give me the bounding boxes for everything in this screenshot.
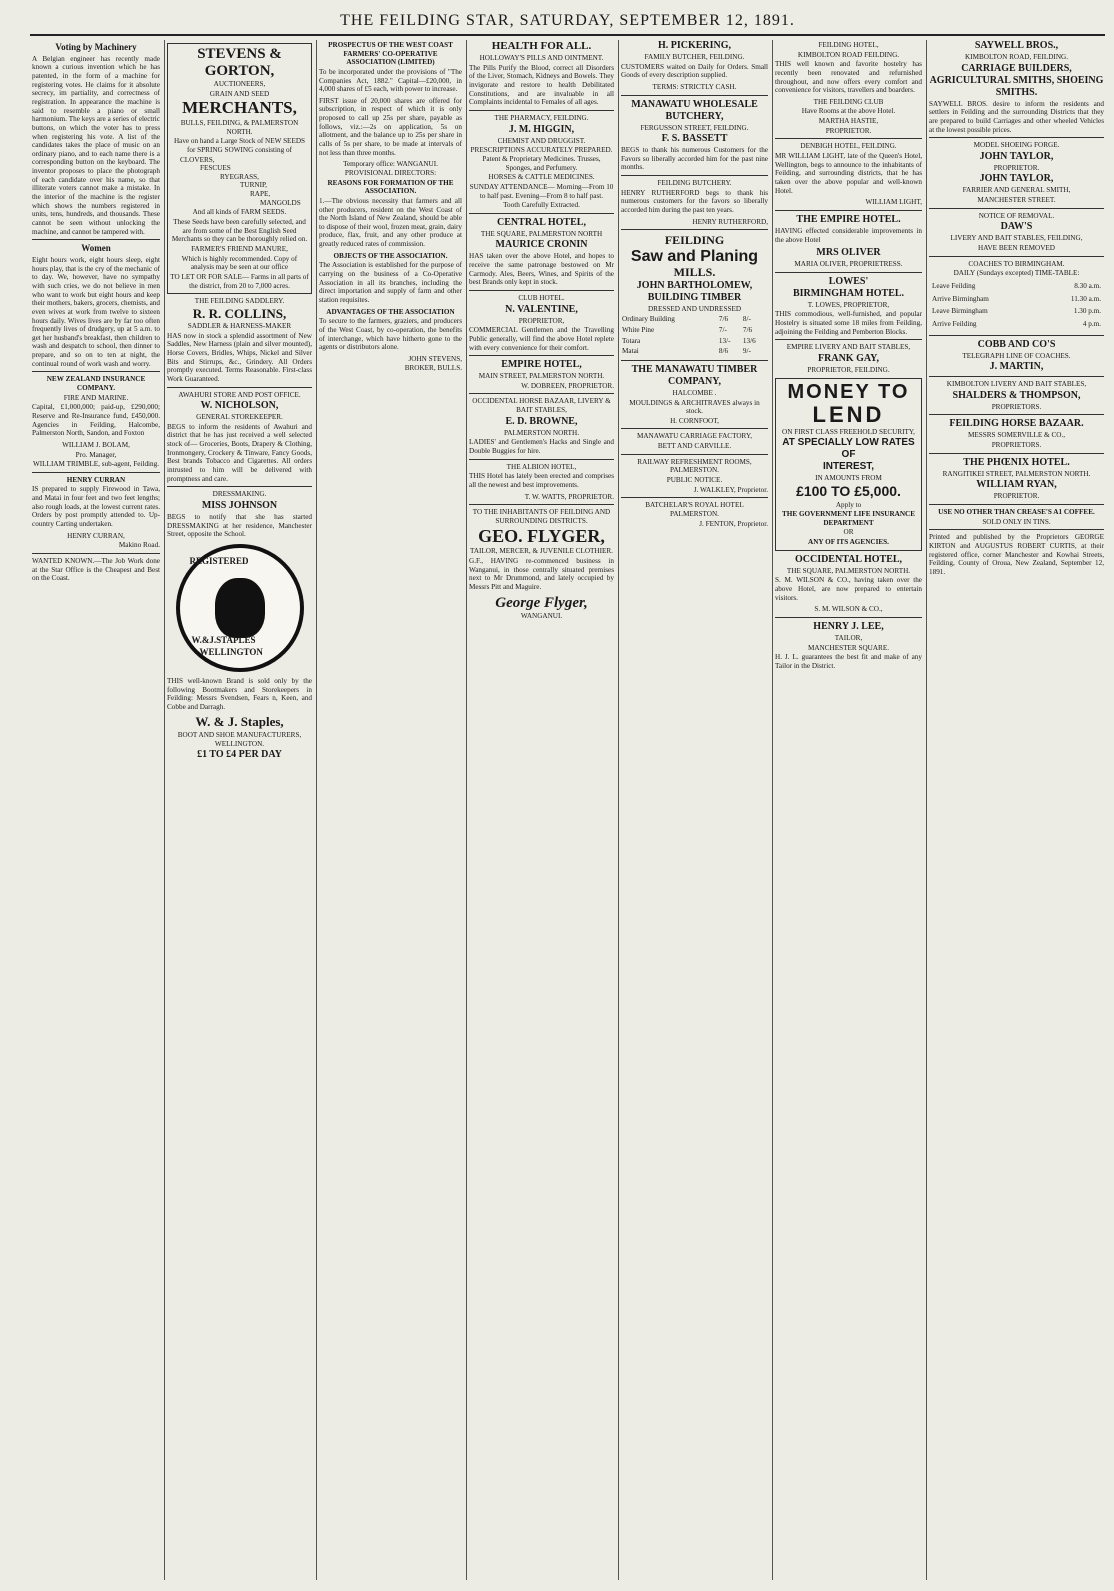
phoenix-title: THE PHŒNIX HOTEL. — [963, 456, 1070, 468]
column-7 — [926, 40, 1106, 1580]
insurance-agent: WILLIAM J. BOLAM, — [62, 440, 130, 449]
curran-name: HENRY CURRAN, — [67, 531, 125, 540]
saywell-address: KIMBOLTON ROAD, FEILDING. — [964, 53, 1069, 61]
feilding-club-sub: Have Rooms at the above Hotel. — [801, 107, 896, 116]
column-3 — [316, 40, 464, 1580]
johnson-text: BEGS to notify that she has started DRESSMAKING at her residence, Manchester Street, opposite the School. — [167, 512, 312, 539]
stevens-gorton-title: STEVENS & GORTON, — [197, 46, 282, 79]
lee-text: H. J. L. guarantees the best fit and make of any Tailor in the District. — [775, 653, 922, 670]
column-5 — [618, 40, 770, 1580]
teeth-notice: Tooth Carefully Extracted. — [503, 201, 580, 210]
somerville-name: MESSRS SOMERVILLE & CO., — [967, 431, 1066, 440]
pickering-name: H. PICKERING, — [657, 40, 732, 51]
insurance-sub-agent: WILLIAM TRIMBLE, sub-agent, Feilding. — [32, 460, 160, 469]
money-to-lend-ad — [775, 378, 922, 551]
oliver-proprietress: MARIA OLIVER, PROPRIETRESS. — [794, 260, 903, 269]
bett-carville: BETT AND CARVILLE. — [657, 442, 732, 451]
saw-title: Saw and Planing — [630, 247, 759, 265]
rutherford-name: HENRY RUTHERFORD, — [692, 217, 768, 226]
column-4 — [466, 40, 616, 1580]
kimbolton-stables: KIMBOLTON LIVERY AND BAIT STABLES, — [946, 380, 1087, 389]
batchelar-hotel: BATCHELAR'S ROYAL HOTEL PALMERSTON. — [645, 501, 744, 518]
women-text: Eight hours work, eight hours sleep, eight hours play, that is the cry of the mechanic of to day. We, however, have no sympathy with such cries, we do not believe in men who want to work but eight hours and keep their mothers, bakers, grocers, chemists, and even wives at work from twelve to sixteen hours daily. Wives lives are by far too often frequently lives of drudgery, up at 5 a.m. to get her husband's breakfast, then children to wash and despatch to school, then dinner to prepare, and so on to ten at night, the continual round of work wash and worry. — [32, 256, 160, 368]
manawatu-butchery: MANAWATU WHOLESALE BUTCHERY, — [631, 98, 758, 122]
staples-name: W. & J. Staples, — [195, 714, 284, 730]
lowes-text: THIS commodious, well-furnished, and popular Hostelry is situated some 18 miles from Feilding, adjoining the Feilding and Pemberton Blocks. — [775, 310, 922, 336]
saywell-text: SAYWELL BROS. desire to inform the residents and settlers in Feilding and the surrounding Districts that they are prepared to build Carriages and other wheeled Vehicles at the lowest possible prices. — [929, 99, 1104, 134]
shalders-name: SHALDERS & THOMPSON, — [952, 389, 1081, 401]
prospectus-intro: To be incorporated under the provisions of "The Companies Act, 1882." Capital—£20,000, in 4,000 shares of £5 each, with power to increase. — [319, 67, 462, 94]
somerville-role: PROPRIETORS. — [991, 441, 1042, 450]
flyger-text: G.F., HAVING re-commenced business in Wanganui, in those centrally situated premises next to Mr Drummond, and lately occupied by Messrs Pitt and Maguire. — [469, 556, 614, 591]
occidental-address: THE SQUARE, PALMERSTON NORTH. — [786, 566, 911, 575]
valentine-role: PROPRIETOR, — [518, 316, 565, 325]
health-text: The Pills Purify the Blood, correct all Disorders of the Liver, Stomach, Kidneys and Bowels. They invigorate and restore to health Debilitated Constitutions, and are invaluable in all Complaints incidental to Females of all ages. — [469, 63, 614, 107]
reasons-title: REASONS FOR FORMATION OF THE ASSOCIATION. — [327, 178, 454, 196]
column-1 — [30, 40, 162, 1580]
johnson-name: MISS JOHNSON — [201, 499, 278, 511]
light-name: WILLIAM LIGHT, — [865, 198, 922, 207]
seed-item: RYEGRASS, — [220, 172, 259, 181]
insurance-text: Capital, £1,000,000; paid-up, £290,000; Reserve and Re-Insurance fund, £450,000. Agencies in Feilding, Halcombe, Palmerston North, Sandon, and Foxton — [32, 403, 160, 438]
amount-range: £100 TO £5,000. — [796, 483, 901, 500]
emblem-top-text: REGISTERED — [189, 555, 249, 566]
insurance-role: Pro. Manager, — [75, 450, 117, 459]
voting-text: A Belgian engineer has recently made known a curious invention which he has patented, in the form of a machine for registering votes. He claims for it absolute secrecy, im partiality, and correctness of registration. In appearance the machine is said to resemble a piano or small harmonium. The keys are a series of electric buttons, on which the voter has to press when registering his vote. A list of the candidates takes the place of music on an ordinary piano, and to each name there is a corresponding button on the keyboard. The inventor proposes to place the photograph of each candidate over his name, so that illiterate voters cannot make a mistake. In the interior of the machine is the register which shows the numbers registered in units, tens, hundreds, and thousands. These cannot be seen without unlocking the machine, and cannot be tampered with. — [32, 54, 160, 236]
lee-role: TAILOR, — [834, 633, 863, 642]
seed-item: FESCUES — [200, 164, 231, 173]
nicholson-name: W. NICHOLSON, — [200, 400, 279, 412]
oliver-name: MRS OLIVER — [816, 247, 881, 259]
building-timber: BUILDING TIMBER — [647, 291, 742, 303]
taylor2-name: JOHN TAYLOR, — [979, 173, 1054, 185]
masthead-title: THE FEILDING STAR, SATURDAY, SEPTEMBER 12, 1891. — [340, 12, 795, 29]
cobb-title: COBB AND CO'S — [977, 338, 1056, 350]
manchester-street: MANCHESTER STREET. — [977, 196, 1056, 205]
flyger-signature: George Flyger, — [495, 594, 588, 611]
daw-title: DAW'S — [1000, 221, 1033, 233]
valentine-text: COMMERCIAL Gentlemen and the Travelling Public generally, will find the above Hotel replete with every convenience for their comfort. — [469, 326, 614, 352]
manure-text: Which is highly recommended. Copy of analysis may be seen at our office — [181, 254, 298, 272]
coaches-title: COACHES TO BIRMINGHAM. — [968, 259, 1065, 268]
signature-role: BROKER, BULLS. — [404, 364, 462, 373]
carriage-builders: CARRIAGE BUILDERS, AGRICULTURAL SMITHS, SHOEING SMITHS. — [929, 62, 1104, 98]
lee-name: HENRY J. LEE, — [813, 620, 884, 632]
livery-title: EMPIRE LIVERY AND BAIT STABLES, — [786, 343, 911, 352]
denbigh-title: DENBIGH HOTEL, FEILDING. — [800, 142, 897, 151]
gay-role: PROPRIETOR, FEILDING. — [807, 366, 890, 375]
manure-title: FARMER'S FRIEND MANURE, — [191, 244, 288, 253]
seed-item: MANGOLDS — [260, 198, 301, 207]
dobreen-name: W. DOBREEN, PROPRIETOR. — [521, 381, 614, 390]
masthead — [30, 8, 1105, 36]
sunday-hours: SUNDAY ATTENDANCE— Morning—From 10 to half past. Evening—From 8 to half past. — [469, 182, 614, 200]
watts-name: T. W. WATTS, PROPRIETOR. — [524, 492, 614, 501]
wilson-text: S. M. WILSON & CO., having taken over the above Hotel, are now prepared to entertain visitors. — [775, 576, 922, 602]
feilding-hotel-address: KIMBOLTON ROAD FEILDING. — [797, 50, 900, 59]
insurance-sub: FIRE AND MARINE. — [63, 393, 129, 402]
terms: TERMS: STRICTLY CASH. — [652, 82, 737, 91]
taylor-name: JOHN TAYLOR, — [979, 150, 1054, 162]
per-day-title: £1 TO £4 PER DAY — [197, 749, 282, 761]
staples-role: BOOT AND SHOE MANUFACTURERS, WELLINGTON. — [177, 731, 302, 748]
table-row: Leave Birmingham 1.30 p.m. — [932, 307, 1101, 316]
club-hotel-title: CLUB HOTEL. — [518, 294, 565, 302]
staples-text: THIS well-known Brand is sold only by the following Bootmakers and Storekeepers in Feilding: Messrs Svendsen, Fears n, Keen, and Cobbe and Darragh. — [167, 676, 312, 711]
horse-medicines: HORSES & CATTLE MEDICINES. — [488, 173, 595, 182]
pharmacy-title: THE PHARMACY, FEILDING. — [494, 114, 589, 123]
voting-title: Voting by Machinery — [55, 42, 137, 52]
albion-title: THE ALBION HOTEL, — [506, 462, 577, 471]
timber-price-table — [621, 314, 768, 357]
daw-moved: HAVE BEEN REMOVED — [978, 244, 1055, 253]
manawatu-address: FERGUSSON STREET, FEILDING. — [640, 123, 749, 132]
amounts-from: IN AMOUNTS FROM — [815, 474, 882, 483]
collins-role: SADDLER & HARNESS-MAKER — [187, 322, 292, 331]
stevens-gorton-text: Have on hand a Large Stock of NEW SEEDS for SPRING SOWING consisting of — [173, 137, 306, 154]
advantages-title: ADVANTAGES OF THE ASSOCIATION — [326, 307, 455, 316]
farm-seeds: And all kinds of FARM SEEDS. — [192, 208, 287, 217]
walkley-name: J. WALKLEY, Proprietor. — [693, 485, 768, 494]
mouldings: MOULDINGS & ARCHITRAVES always in stock. — [629, 398, 760, 416]
hastie-role: PROPRIETOR. — [825, 126, 872, 135]
money-title: MONEY TO — [787, 380, 910, 403]
table-row: Matai 8/6 9/- — [622, 347, 751, 356]
occidental-title: OCCIDENTAL HOTEL, — [794, 553, 903, 565]
stevens-gorton-best: These Seeds have been carefully selected, and are from some of the Best English Seed Merchants so they can be thoroughly relied on. — [171, 218, 308, 244]
horse-bazaar-title: OCCIDENTAL HORSE BAZAAR, LIVERY & BAIT STABLES, — [472, 397, 611, 415]
agencies: ANY OF ITS AGENCIES. — [808, 538, 889, 547]
empire-hotel-text: HAVING effected considerable improvements in the above Hotel — [775, 226, 922, 244]
browne-address: PALMERSTON NORTH. — [503, 428, 580, 437]
signature-name: JOHN STEVENS, — [408, 354, 462, 363]
table-row: Arrive Birmingham 11.30 a.m. — [932, 294, 1101, 303]
seed-item: TURNIP, — [240, 181, 267, 190]
railway-rooms: RAILWAY REFRESHMENT ROOMS, PALMERSTON. — [637, 457, 752, 475]
to-let-notice: TO LET OR FOR SALE— Farms in all parts of the district, from 20 to 7,000 acres. — [170, 272, 309, 290]
directors-title: Temporary office: WANGANUI. PROVISIONAL DIRECTORS: — [343, 160, 438, 177]
higgin-text: PRESCRIPTIONS ACCURATELY PREPARED. Patent & Proprietary Medicines. Trusses, Sponges, and Perfumery. — [470, 146, 613, 172]
flyger-name: GEO. FLYGER, — [478, 525, 605, 546]
empire-hotel-title: EMPIRE HOTEL, — [501, 359, 582, 371]
insurance-title: NEW ZEALAND INSURANCE COMPANY. — [46, 375, 146, 393]
stevens-gorton-address: BULLS, FEILDING, & PALMERSTON NORTH. — [180, 118, 299, 136]
dressmaking-title: DRESSMAKING. — [212, 490, 267, 499]
low-rates: AT SPECIALLY LOW RATES OF — [782, 437, 915, 461]
table-row: Arrive Feilding 4 p.m. — [932, 319, 1101, 328]
inhabitants-notice: TO THE INHABITANTS OF FEILDING AND SURROUNDING DISTRICTS. — [472, 508, 611, 525]
fenton-name: J. FENTON, Proprietor. — [699, 519, 768, 528]
public-notice: PUBLIC NOTICE. — [666, 476, 723, 485]
column-6 — [772, 40, 924, 1580]
empire-hotel-address: MAIN STREET, PALMERSTON NORTH. — [478, 372, 605, 381]
lend-title: LEND — [812, 401, 885, 427]
feilding-hotel-text: THIS well known and favorite hostelry has recently been renovated and refurnished throughout, and now offers every comfort and convenience for visitors, travellers and boarders. — [775, 60, 922, 95]
column-2 — [164, 40, 314, 1580]
higgin-name: J. M. HIGGIN, — [508, 123, 575, 135]
prospectus-text: FIRST issue of 20,000 shares are offered for subscription, in respect of which it is only proposed to call up 25s per share, payable as follows, viz.:—2s on application, 5s on allotment, and the balance up to 25s per share in calls of 5s per share, to be made at intervals of not less than three months. — [319, 96, 462, 157]
bartholomew-name: JOHN BARTHOLOMEW, — [636, 279, 753, 291]
stevens-gorton-merchants: MERCHANTS, — [182, 98, 297, 118]
denbigh-text: MR WILLIAM LIGHT, late of the Queen's Hotel, Wellington, begs to announce to the inhabitants of Feilding, and surrounding districts, that he has taken over the above popular and well-known Hotel. — [775, 152, 922, 195]
lee-address: MANCHESTER SQUARE. — [807, 643, 890, 652]
ryan-name: WILLIAM RYAN, — [976, 479, 1057, 491]
coach-timetable — [929, 279, 1104, 332]
browne-text: LADIES' and Gentlemen's Hacks and Single and Double Buggies for hire. — [469, 438, 614, 456]
curran-address: Makino Road. — [118, 541, 160, 550]
empire-hotel-title: THE EMPIRE HOTEL. — [796, 213, 901, 225]
cobb-sub: TELEGRAPH LINE OF COACHES. — [962, 351, 1071, 360]
awahuri-title: AWAHURI STORE AND POST OFFICE. — [178, 390, 301, 399]
lowes-proprietor: T. LOWES, PROPRIETOR, — [807, 300, 890, 309]
pickering-text: CUSTOMERS waited on Daily for Orders. Small Goods of every description supplied. — [621, 62, 768, 80]
emblem-mid-text: W.&J.STAPLES — [191, 635, 256, 646]
collins-text: HAS now in stock a splendid assortment of New Saddles, New Harness (plain and silver mounted), Horse Covers, Bridles, Whips, Nickel and Silver Bits and Stirrups, &c., Grindery. All Orders promptly executed. Terms Reasonable. First-class Work Guaranteed. — [167, 331, 312, 383]
curran-title: HENRY CURRAN — [66, 475, 126, 484]
table-row: Totara 13/- 13/6 — [622, 336, 756, 345]
ryan-role: PROPRIETOR. — [993, 492, 1040, 501]
daw-sub: LIVERY AND BAIT STABLES, FEILDING, — [950, 234, 1083, 243]
timetable-title: DAILY (Sundays excepted) TIME-TABLE: — [953, 269, 1080, 278]
curran-text: IS prepared to supply Firewood in Tawa, and Matai in four feet and two feet lengths; also rough loads, at the lowest current rates. Orders by post promptly attended to. Up-country Carting undertaken. — [32, 485, 160, 528]
saw-top: FEILDING — [664, 233, 725, 248]
seed-item: CLOVERS, — [180, 155, 215, 164]
saddlery-title: THE FEILDING SADDLERY. — [194, 297, 285, 306]
model-forge: MODEL SHOEING FORGE. — [973, 141, 1060, 150]
saw-mills: MILLS. — [673, 265, 716, 280]
wilson-name: S. M. WILSON & CO., — [814, 605, 883, 614]
crease-coffee: USE NO OTHER THAN CREASE'S A1 COFFEE. — [938, 508, 1095, 517]
table-row: Ordinary Building 7/6 8/- — [622, 315, 751, 324]
flyger-role: TAILOR, MERCER, & JUVENILE CLOTHIER. — [470, 547, 613, 556]
seed-list — [170, 156, 309, 208]
feilding-butchery: FEILDING BUTCHERY. — [657, 179, 732, 188]
women-title: Women — [81, 243, 111, 254]
lowes-title: LOWES' — [828, 275, 869, 287]
nicholson-text: BEGS to inform the residents of Awahuri and district that he has just received a well selected stock of— Groceries, Boots, Drapery & Clothing, Ironmongery, Crockery & Tinware, Fancy Goods, Best brands Tobacco and Cigarettes. All orders intrusted to him will be delivered with promptness and care. — [167, 422, 312, 483]
apply-to: Apply to — [835, 500, 862, 509]
valentine-name: N. VALENTINE, — [505, 303, 578, 315]
objects-text: The Association is established for the purpose of carrying on the business of a Co-Operative Association in all its branches, including the direct importation and supply of farm and other station requisites. — [319, 261, 462, 304]
rutherford-text: HENRY RUTHERFORD begs to thank his numerous customers for the favors so liberally accorded him during the past ten years. — [621, 188, 768, 215]
higgin-role: CHEMIST AND DRUGGIST. — [497, 136, 586, 145]
pickering-role: FAMILY BUTCHER, FEILDING. — [644, 53, 745, 61]
interest: INTEREST, — [822, 461, 875, 473]
advantages-text: To secure to the farmers, graziers, and producers of the West Coast, by co-operation, the benefits of interchange, which have hitherto gone to the agents or distributors alone. — [319, 317, 462, 352]
dressed-title: DRESSED AND UNDRESSED — [647, 304, 742, 313]
table-row: Leave Feilding 8.30 a.m. — [932, 281, 1101, 290]
portrait-icon — [215, 578, 265, 638]
reasons-text: 1.—The obvious necessity that farmers and all other producers, resident on the West Coast of the North Island of New Zealand, should be able to dispose of their wool, frozen meat, grain, dairy produce, flax, fruit, and any other produce at greatly reduced rates of commission. — [319, 196, 462, 249]
collins-name: R. R. COLLINS, — [192, 305, 287, 321]
or-text: OR — [843, 528, 854, 537]
flyger-town: WANGANUI. — [520, 612, 563, 621]
first-class-security: ON FIRST CLASS FREEHOLD SECURITY, — [782, 427, 915, 436]
health-sub: HOLLOWAY'S PILLS AND OINTMENT. — [479, 54, 604, 63]
feilding-hotel-title: FEILDING HOTEL, — [818, 41, 879, 49]
cronin-name: MAURICE CRONIN — [495, 239, 588, 251]
cornfoot-name: H. CORNFOOT, — [670, 416, 719, 425]
stevens-gorton-ad — [167, 43, 312, 294]
emblem-bottom-text: WELLINGTON — [199, 647, 263, 658]
martin-name: J. MARTIN, — [989, 361, 1044, 373]
central-hotel-address: THE SQUARE, PALMERSTON NORTH — [480, 229, 603, 238]
phoenix-address: RANGITIKEI STREET, PALMERSTON NORTH. — [942, 469, 1091, 478]
crease-sold: SOLD ONLY IN TINS. — [982, 517, 1051, 526]
albion-text: THIS Hotel has lately been erected and comprises all the newest and best improvements. — [469, 472, 614, 489]
gay-name: FRANK GAY, — [818, 353, 879, 365]
staples-emblem — [176, 544, 304, 672]
seed-item: RAPE, — [250, 190, 271, 199]
cronin-text: HAS taken over the above Hotel, and hopes to receive the same patronage bestowed on Mr Carmody. Ales, Beers, Wines, and Spirits of the best Brands only kept in stock. — [469, 252, 614, 287]
feilding-club: THE FEILDING CLUB — [813, 97, 884, 106]
taylor2-role: FARRIER AND GENERAL SMITH, — [962, 186, 1071, 195]
stevens-gorton-role: AUCTIONEERS, — [213, 80, 266, 88]
bassett-text: BEGS to thank his numerous Customers for the Favors so liberally accorded him for the past nine months. — [621, 146, 768, 172]
manawatu-timber: THE MANAWATU TIMBER COMPANY, — [631, 363, 758, 387]
hastie-name: MARTHA HASTIE, — [818, 117, 879, 126]
removal-notice: NOTICE OF REMOVAL. — [978, 211, 1055, 220]
wanted-notice: WANTED KNOWN.—The Job Work done at the Star Office is the Cheapest and Best on the Coast. — [32, 556, 160, 583]
carriage-factory: MANAWATU CARRIAGE FACTORY, — [636, 432, 753, 441]
bassett-name: F. S. BASSETT — [661, 133, 728, 145]
table-row: White Pine 7/- 7/6 — [622, 325, 753, 334]
horse-bazaar: FEILDING HORSE BAZAAR. — [949, 418, 1084, 430]
stevens-gorton-sub: GRAIN AND SEED — [209, 89, 270, 98]
prospectus-title: PROSPECTUS OF THE WEST COAST FARMERS' CO-OPERATIVE ASSOCIATION (LIMITED) — [328, 41, 453, 67]
halcombe: HALCOMBE . — [672, 388, 717, 397]
imprint: Printed and published by the Proprietors GEORGE KIRTON and AUGUSTUS ROBERT CURTIS, at their registered office, corner Manchester and Kowhai Streets, Feilding, County of Oroua, New Zealand, September 12, 1891. — [929, 533, 1104, 576]
health-title: HEALTH FOR ALL. — [491, 40, 592, 52]
shalders-role: PROPRIETORS. — [991, 402, 1042, 411]
govt-department: THE GOVERNMENT LIFE INSURANCE DEPARTMENT — [781, 510, 916, 527]
saywell-title: SAYWELL BROS., — [974, 40, 1059, 51]
objects-title: OBJECTS OF THE ASSOCIATION. — [333, 251, 448, 260]
central-hotel-title: CENTRAL HOTEL, — [497, 216, 586, 228]
birmingham-hotel: BIRMINGHAM HOTEL. — [792, 287, 905, 299]
nicholson-role: GENERAL STOREKEEPER. — [196, 413, 283, 422]
taylor-role: PROPRIETOR. — [993, 163, 1040, 172]
browne-name: E. D. BROWNE, — [505, 415, 578, 427]
